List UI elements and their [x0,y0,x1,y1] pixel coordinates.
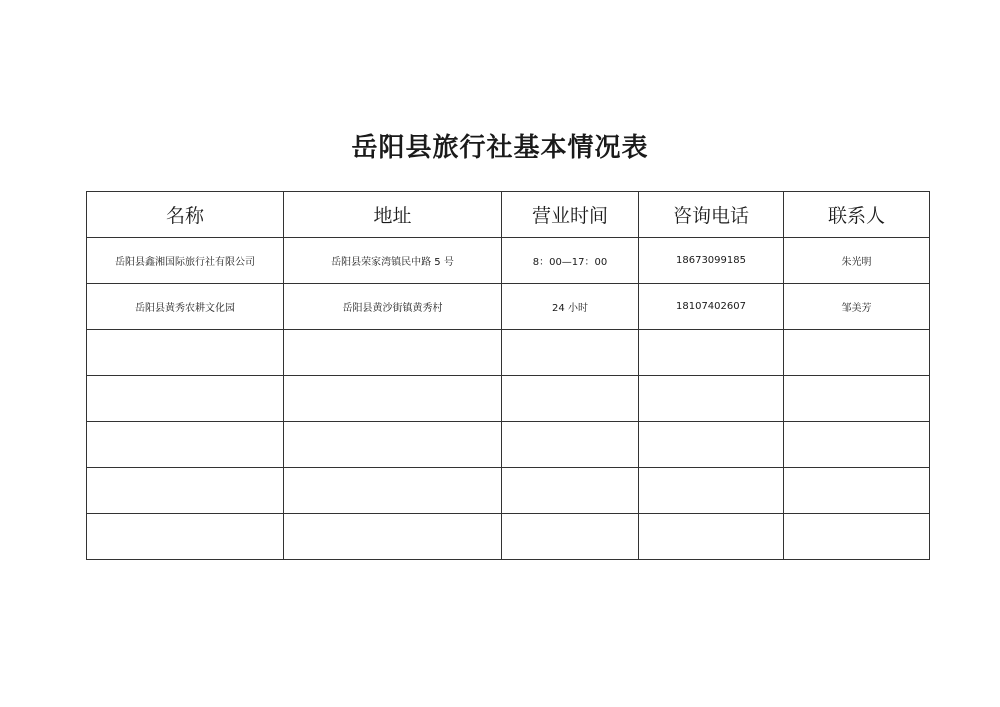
cell-address [284,376,502,422]
cell-address [284,422,502,468]
cell-contact [784,422,930,468]
cell-contact: 朱光明 [784,238,930,284]
cell-phone [639,422,784,468]
table-row [87,422,930,468]
cell-phone [639,330,784,376]
header-address: 地址 [284,192,502,238]
table-row [87,330,930,376]
cell-business-hours [502,514,639,560]
table-row [87,284,930,330]
cell-phone [639,514,784,560]
table-row [87,514,930,560]
header-phone: 咨询电话 [639,192,784,238]
cell-name [87,468,284,514]
cell-address [284,330,502,376]
cell-phone: 18107402607 [639,284,784,330]
cell-name: 岳阳县鑫湘国际旅行社有限公司 [87,238,284,284]
table-row [87,376,930,422]
cell-address [284,468,502,514]
cell-address [284,514,502,560]
table-row [87,468,930,514]
header-name: 名称 [87,192,284,238]
cell-name [87,514,284,560]
cell-contact: 邹美芳 [784,284,930,330]
cell-business-hours [502,468,639,514]
cell-name [87,376,284,422]
cell-phone [639,376,784,422]
cell-contact [784,514,930,560]
page-title: 岳阳县旅行社基本情况表 [351,133,649,163]
cell-contact [784,468,930,514]
cell-business-hours: 8：00—17：00 [502,238,639,284]
header-contact: 联系人 [784,192,930,238]
cell-name [87,422,284,468]
cell-address: 岳阳县黄沙街镇黄秀村 [284,284,502,330]
cell-name: 岳阳县黄秀农耕文化园 [87,284,284,330]
cell-business-hours [502,422,639,468]
cell-phone: 18673099185 [639,238,784,284]
cell-address: 岳阳县荣家湾镇民中路 5 号 [284,238,502,284]
cell-name [87,330,284,376]
cell-business-hours [502,376,639,422]
cell-business-hours: 24 小时 [502,284,639,330]
travel-agency-table [86,191,930,560]
cell-contact [784,376,930,422]
table-row [87,238,930,284]
cell-phone [639,468,784,514]
cell-business-hours [502,330,639,376]
header-business-hours: 营业时间 [502,192,639,238]
table-header-row [87,192,930,238]
cell-contact [784,330,930,376]
